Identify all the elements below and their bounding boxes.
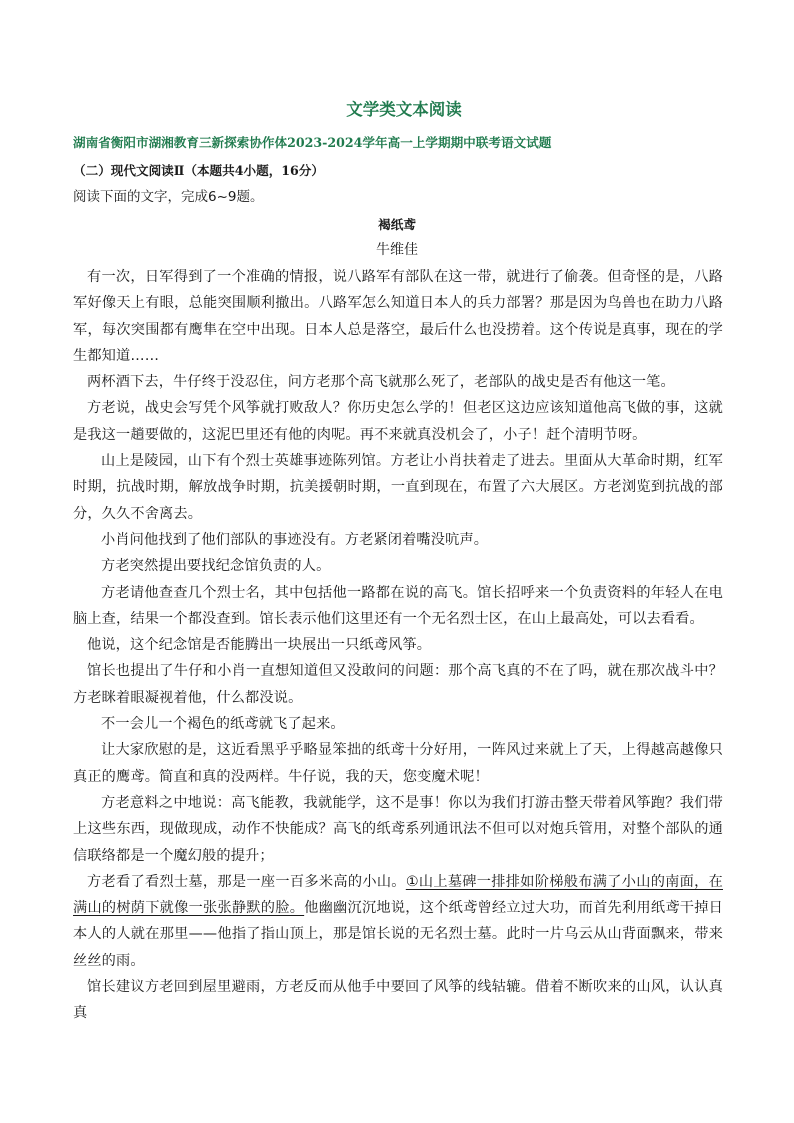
story-paragraph: 让大家欣慰的是，这近看黑乎乎略显笨拙的纸鸢十分好用，一阵风过来就上了天，上得越高越像只真正的鹰鸢。简直和真的没两样。牛仔说，我的天，您变魔术呢！ — [73, 742, 723, 785]
story-paragraph: 方老说，战史会写凭个风筝就打败敌人？你历史怎么学的！但老区这边应该知道他高飞做的事，这就是我这一趟要做的，这泥巴里还有他的肉呢。再不来就真没机会了，小子！赶个清明节呀。 — [73, 400, 723, 443]
story-paragraph: 馆长建议方老回到屋里避雨，方老反而从他手中要回了风筝的线轱辘。借着不断吹来的山风，认认真真 — [73, 979, 723, 1022]
story-paragraph: 方老请他查查几个烈士名，其中包括他一路都在说的高飞。馆长招呼来一个负责资料的年轻人在电脑上查，结果一个都没查到。馆长表示他们这里还有一个无名烈士区，在山上最高处，可以去看看。 — [73, 584, 723, 627]
paragraph-text: 他幽幽沉沉地说，这个纸鸢曾经立过大功，而首先利用纸鸢干掉日本人的人就在那里——他指了指山顶上，那是馆长说的无名烈士墓。此时一片乌云从山背面飘来，带来丝丝的雨。 — [73, 900, 723, 969]
story-paragraph: 山上是陵园，山下有个烈士英雄事迹陈列馆。方老让小肖扶着走了进去。里面从大革命时期，红军时期，抗战时期，解放战争时期，抗美援朝时期，一直到现在，布置了六大展区。方老浏览到抗战的部分，久久不舍离去。 — [73, 453, 723, 522]
story-paragraph: 两杯酒下去，牛仔终于没忍住，问方老那个高飞就那么死了，老部队的战史是否有他这一笔。 — [87, 374, 675, 391]
story-paragraph: 有一次，日军得到了一个准确的情报，说八路军有部队在这一带，就进行了偷袭。但奇怪的是，八路军好像天上有眼，总能突围顺利撤出。八路军怎么知道日本人的兵力部署？那是因为鸟兽也在助力八路军，每次突围都有鹰隼在空中出现。日本人总是落空，最后什么也没捞着。这个传说是真事，现在的学生都知道…… — [73, 269, 723, 364]
paragraph-text: 方老看了看烈士墓，那是一座一百多米高的小山。 — [87, 873, 406, 890]
story-paragraph: 方老突然提出要找纪念馆负责的人。 — [101, 558, 331, 575]
page-title: 文学类文本阅读 — [346, 100, 462, 119]
story-paragraph: 方老意料之中地说：高飞能教，我就能学，这不是事！你以为我们打游击整天带着风筝跑？我们带上这些东西，现做现成，动作不快能成？高飞的纸鸢系列通讯法不但可以对炮兵管用，对整个部队的通信联络都是一个魔幻般的提升； — [73, 794, 723, 864]
underlined-sentence-1: ①山上墓碑一排排如阶梯般布满了小山的南面，在满山的树荫下就像一张张静默的脸。 — [73, 873, 723, 917]
story-paragraph: 小肖问他找到了他们部队的事迹没有。方老紧闭着嘴没吭声。 — [101, 531, 489, 548]
story-paragraph: 馆长也提出了牛仔和小肖一直想知道但又没敢问的问题：那个高飞真的不在了吗，就在那次战斗中？方老眯着眼凝视着他，什么都没说。 — [73, 663, 723, 706]
story-paragraph: 不一会儿一个褐色的纸鸢就飞了起来。 — [101, 716, 345, 733]
story-paragraph-with-underline — [73, 869, 723, 974]
exam-source: 湖南省衡阳市湖湘教育三新探索协作体2023-2024学年高一上学期期中联考语文试题 — [73, 135, 552, 150]
reading-instruction: 阅读下面的文字，完成6~9题。 — [73, 189, 264, 205]
story-author: 牛维佳 — [376, 242, 418, 258]
story-body — [73, 264, 723, 1027]
story-paragraph: 他说，这个纪念馆是否能腾出一块展出一只纸鸢风筝。 — [87, 637, 432, 654]
story-title: 褐纸鸢 — [378, 217, 416, 232]
section-heading: （二）现代文阅读Ⅱ（本题共4小题，16分） — [73, 163, 324, 178]
